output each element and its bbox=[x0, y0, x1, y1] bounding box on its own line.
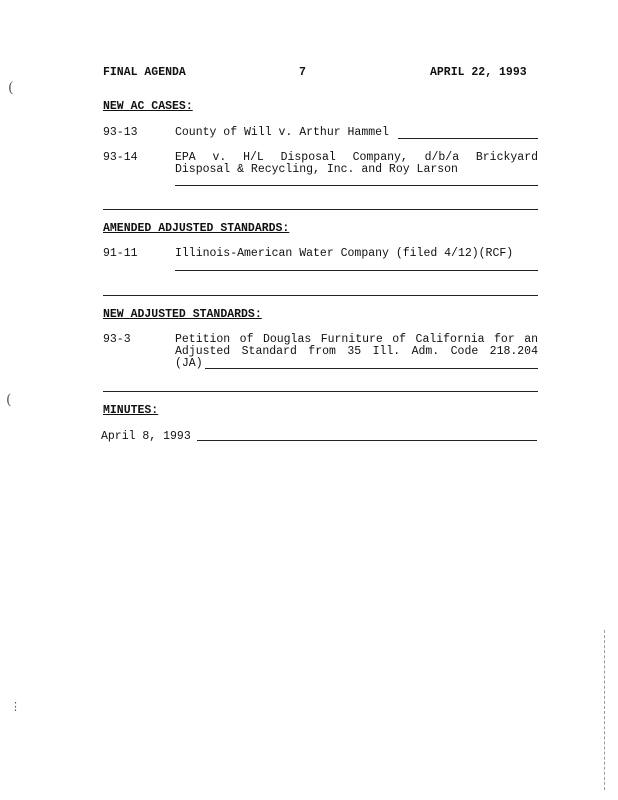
case-title-93-14-line1: EPA v. H/L Disposal Company, d/b/a Brickyard bbox=[175, 151, 538, 164]
section-divider bbox=[103, 295, 538, 296]
scan-mark: ( bbox=[8, 80, 14, 96]
section-divider bbox=[103, 391, 538, 392]
case-number-93-3: 93-3 bbox=[103, 333, 131, 346]
case-title-91-11: Illinois-American Water Company (filed 4/12)(RCF) bbox=[175, 247, 514, 260]
note-line bbox=[205, 368, 538, 369]
case-title-93-3-line1: Petition of Douglas Furniture of California for an bbox=[175, 333, 538, 346]
case-number-93-13: 93-13 bbox=[103, 126, 138, 139]
case-title-93-3-line2: Adjusted Standard from 35 Ill. Adm. Code 218.204 bbox=[175, 345, 538, 358]
page-number: 7 bbox=[299, 66, 306, 79]
scan-edge-line bbox=[604, 630, 605, 790]
note-line bbox=[398, 138, 538, 139]
case-title-93-3-line3: (JA) bbox=[175, 357, 203, 370]
section-heading-new-adjusted-standards: NEW ADJUSTED STANDARDS: bbox=[103, 308, 262, 321]
case-title-93-13: County of Will v. Arthur Hammel bbox=[175, 126, 389, 139]
scan-mark: ( bbox=[6, 392, 12, 408]
scan-mark: ⋮ bbox=[10, 700, 21, 713]
section-divider bbox=[103, 209, 538, 210]
case-number-93-14: 93-14 bbox=[103, 151, 138, 164]
section-heading-amended-adjusted-standards: AMENDED ADJUSTED STANDARDS: bbox=[103, 222, 290, 235]
note-line bbox=[175, 270, 538, 271]
minutes-date: April 8, 1993 bbox=[101, 430, 191, 443]
section-heading-new-ac-cases: NEW AC CASES: bbox=[103, 100, 193, 113]
header-date: APRIL 22, 1993 bbox=[430, 66, 527, 79]
note-line bbox=[175, 185, 538, 186]
note-line bbox=[197, 440, 537, 441]
case-title-93-14-line2: Disposal & Recycling, Inc. and Roy Larson bbox=[175, 163, 458, 176]
header-title: FINAL AGENDA bbox=[103, 66, 186, 79]
case-number-91-11: 91-11 bbox=[103, 247, 138, 260]
section-heading-minutes: MINUTES: bbox=[103, 404, 159, 417]
